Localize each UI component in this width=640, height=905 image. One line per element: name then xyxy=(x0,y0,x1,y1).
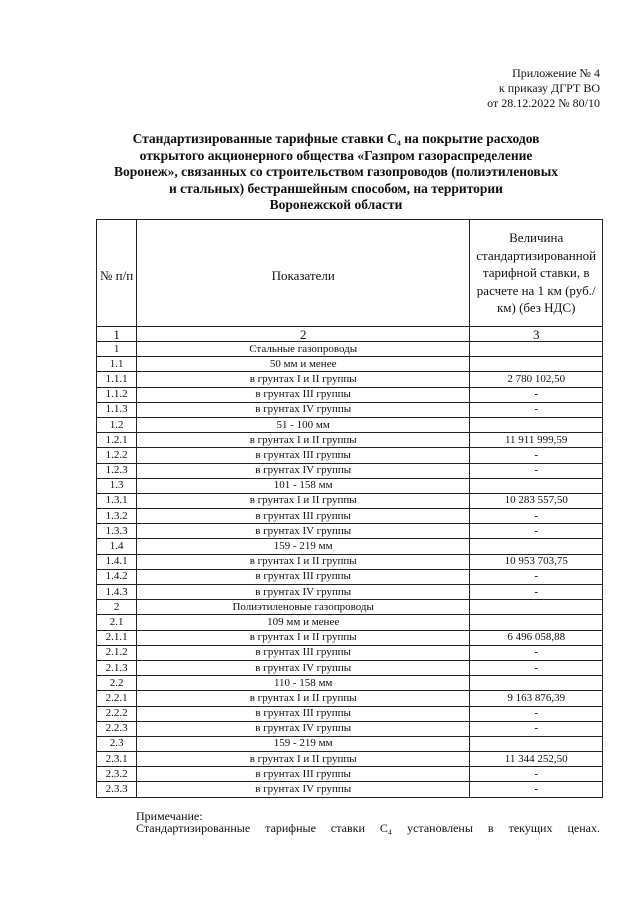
column-number: 3 xyxy=(470,327,603,342)
row-number: 1.3.2 xyxy=(97,509,137,524)
row-label: в грунтах III группы xyxy=(137,767,470,782)
row-value: 9 163 876,39 xyxy=(470,691,603,706)
row-number: 2.2.1 xyxy=(97,691,137,706)
table-row xyxy=(97,433,603,448)
row-label: в грунтах IV группы xyxy=(137,782,470,797)
row-label: 101 - 158 мм xyxy=(137,478,470,493)
row-value: 11 344 252,50 xyxy=(470,752,603,767)
row-value: - xyxy=(470,721,603,736)
appendix-number: Приложение № 4 xyxy=(512,66,600,80)
row-value xyxy=(470,417,603,432)
row-value xyxy=(470,676,603,691)
row-number: 1.2 xyxy=(97,417,137,432)
row-number: 1.4.3 xyxy=(97,585,137,600)
row-value: 2 780 102,50 xyxy=(470,372,603,387)
document-title xyxy=(96,131,576,214)
tariff-table xyxy=(96,219,603,798)
row-value xyxy=(470,615,603,630)
table-row xyxy=(97,569,603,584)
table-row xyxy=(97,509,603,524)
row-value: - xyxy=(470,706,603,721)
table-row xyxy=(97,585,603,600)
title-line-3: Воронеж», связанных со строительством газопроводов (полиэтиленовых xyxy=(114,164,558,179)
row-label: в грунтах III группы xyxy=(137,509,470,524)
row-number: 1.4.1 xyxy=(97,554,137,569)
title-line-5: Воронежской области xyxy=(269,197,403,212)
row-label: в грунтах IV группы xyxy=(137,660,470,675)
row-number: 1.2.2 xyxy=(97,448,137,463)
row-label: 159 - 219 мм xyxy=(137,736,470,751)
table-row xyxy=(97,539,603,554)
row-number: 2.1.1 xyxy=(97,630,137,645)
row-value xyxy=(470,600,603,615)
row-value: - xyxy=(470,448,603,463)
row-number: 1.3.3 xyxy=(97,524,137,539)
column-number: 1 xyxy=(97,327,137,342)
row-label: в грунтах III группы xyxy=(137,448,470,463)
table-row xyxy=(97,402,603,417)
row-label: 110 - 158 мм xyxy=(137,676,470,691)
table-row xyxy=(97,448,603,463)
row-label: в грунтах I и II группы xyxy=(137,691,470,706)
row-number: 1.2.1 xyxy=(97,433,137,448)
row-label: 159 - 219 мм xyxy=(137,539,470,554)
table-row xyxy=(97,463,603,478)
row-value: - xyxy=(470,585,603,600)
table-row xyxy=(97,782,603,797)
row-number: 2.3.3 xyxy=(97,782,137,797)
row-value xyxy=(470,736,603,751)
row-label: в грунтах I и II группы xyxy=(137,630,470,645)
row-value: - xyxy=(470,645,603,660)
column-number-row xyxy=(97,327,603,342)
row-number: 1.4.2 xyxy=(97,569,137,584)
header-value: Величина стандартизированной тарифной ставки, в расчете на 1 км (руб./км) (без НДС) xyxy=(470,220,603,327)
title-line-2: открытого акционерного общества «Газпром газораспределение xyxy=(139,147,533,163)
row-number: 1.3.1 xyxy=(97,493,137,508)
table-row xyxy=(97,752,603,767)
row-number: 1.1 xyxy=(97,357,137,372)
table-row xyxy=(97,387,603,402)
row-label: в грунтах I и II группы xyxy=(137,752,470,767)
row-label: в грунтах I и II группы xyxy=(137,372,470,387)
header-number: № п/п xyxy=(97,220,137,327)
row-number: 1.1.2 xyxy=(97,387,137,402)
table-row xyxy=(97,615,603,630)
row-number: 2.2.2 xyxy=(97,706,137,721)
row-label: в грунтах III группы xyxy=(137,706,470,721)
table-row xyxy=(97,524,603,539)
appendix-header xyxy=(487,66,600,111)
table-row xyxy=(97,342,603,357)
table-row xyxy=(97,645,603,660)
row-label: в грунтах I и II группы xyxy=(137,554,470,569)
row-label: в грунтах IV группы xyxy=(137,524,470,539)
table-header-row xyxy=(97,220,603,327)
row-label: в грунтах IV группы xyxy=(137,402,470,417)
row-value: - xyxy=(470,524,603,539)
row-value xyxy=(470,357,603,372)
table-row xyxy=(97,767,603,782)
title-line-4: и стальных) бестраншейным способом, на территории xyxy=(169,180,503,196)
row-label: в грунтах I и II группы xyxy=(137,493,470,508)
title-line-1: Стандартизированные тарифные ставки С₄ на покрытие расходов xyxy=(132,131,540,146)
row-label: в грунтах III группы xyxy=(137,569,470,584)
row-value: 10 953 703,75 xyxy=(470,554,603,569)
row-number: 2.3.2 xyxy=(97,767,137,782)
row-value: - xyxy=(470,509,603,524)
order-date: от 28.12.2022 № 80/10 xyxy=(487,96,600,110)
row-number: 2.3.1 xyxy=(97,752,137,767)
row-value xyxy=(470,478,603,493)
row-label: в грунтах III группы xyxy=(137,387,470,402)
row-value: - xyxy=(470,402,603,417)
order-reference: к приказу ДГРТ ВО xyxy=(498,81,600,95)
table-row xyxy=(97,660,603,675)
row-value xyxy=(470,539,603,554)
row-value: 6 496 058,88 xyxy=(470,630,603,645)
table-row xyxy=(97,630,603,645)
row-number: 1.2.3 xyxy=(97,463,137,478)
row-label: 50 мм и менее xyxy=(137,357,470,372)
table-row xyxy=(97,357,603,372)
table-row xyxy=(97,736,603,751)
table-body xyxy=(97,342,603,798)
row-value xyxy=(470,342,603,357)
row-number: 2.1 xyxy=(97,615,137,630)
column-number: 2 xyxy=(137,327,470,342)
row-value: - xyxy=(470,660,603,675)
table-row xyxy=(97,600,603,615)
row-number: 1.1.1 xyxy=(97,372,137,387)
row-label: в грунтах I и II группы xyxy=(137,433,470,448)
note-label: Примечание: xyxy=(136,809,203,823)
row-number: 2.2 xyxy=(97,676,137,691)
row-value: - xyxy=(470,387,603,402)
table-row xyxy=(97,691,603,706)
table-row xyxy=(97,721,603,736)
table-row xyxy=(97,478,603,493)
row-number: 1 xyxy=(97,342,137,357)
row-number: 2.1.3 xyxy=(97,660,137,675)
row-number: 1.4 xyxy=(97,539,137,554)
row-label: в грунтах IV группы xyxy=(137,463,470,478)
row-value: 11 911 999,59 xyxy=(470,433,603,448)
section-label: Полиэтиленовые газопроводы xyxy=(137,600,470,615)
row-number: 2.2.3 xyxy=(97,721,137,736)
row-label: 51 - 100 мм xyxy=(137,417,470,432)
row-label: в грунтах III группы xyxy=(137,645,470,660)
row-number: 1.1.3 xyxy=(97,402,137,417)
row-value: - xyxy=(470,767,603,782)
row-label: 109 мм и менее xyxy=(137,615,470,630)
row-value: - xyxy=(470,569,603,584)
row-value: 10 283 557,50 xyxy=(470,493,603,508)
row-number: 2 xyxy=(97,600,137,615)
table-row xyxy=(97,554,603,569)
row-value: - xyxy=(470,782,603,797)
table-row xyxy=(97,493,603,508)
row-number: 2.1.2 xyxy=(97,645,137,660)
header-indicator: Показатели xyxy=(137,220,470,327)
row-label: в грунтах IV группы xyxy=(137,721,470,736)
row-number: 1.3 xyxy=(97,478,137,493)
note-text: Стандартизированные тарифные ставки С₄ установлены в текущих ценах. xyxy=(136,821,600,835)
table-row xyxy=(97,417,603,432)
row-label: в грунтах IV группы xyxy=(137,585,470,600)
row-number: 2.3 xyxy=(97,736,137,751)
table-row xyxy=(97,372,603,387)
section-label: Стальные газопроводы xyxy=(137,342,470,357)
row-value: - xyxy=(470,463,603,478)
table-row xyxy=(97,706,603,721)
table-row xyxy=(97,676,603,691)
